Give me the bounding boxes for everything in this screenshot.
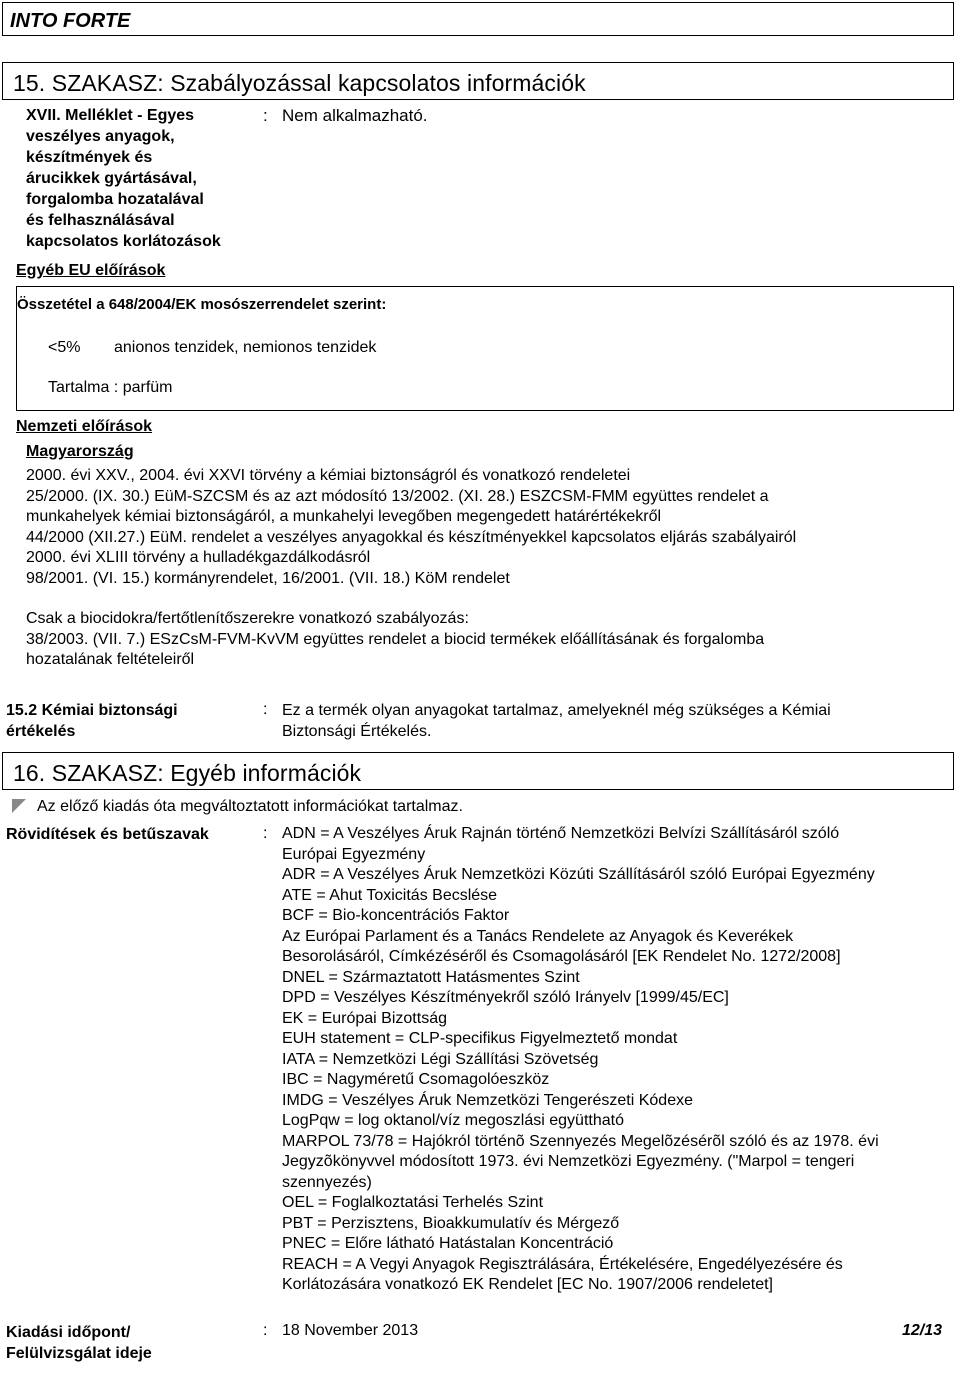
revision-marker-icon [12, 799, 26, 813]
abbreviation-line: DNEL = Származtatott Hatásmentes Szint [282, 968, 580, 986]
regulation-line: 44/2000 (XII.27.) EüM. rendelet a veszélyes anyagokkal és készítményekkel kapcsolatos eljárás szabályairól [26, 528, 797, 546]
csa-label-line: értékelés [6, 723, 76, 740]
product-name: INTO FORTE [10, 10, 131, 32]
biocide-line: Csak a biocidokra/fertőtlenítőszerekre vonatkozó szabályozás: [26, 610, 469, 627]
abbreviations-colon: : [263, 825, 268, 842]
csa-value [282, 701, 831, 742]
abbreviation-line: Az Európai Parlament és a Tanács Rendelete az Anyagok és Keverékek [282, 927, 794, 945]
abbreviation-line: ATE = Ahut Toxicitás Becslése [282, 886, 498, 904]
abbreviation-line: PBT = Perzisztens, Bioakkumulatív és Mérgező [282, 1214, 620, 1232]
page-number: 12/13 [902, 1322, 943, 1339]
abbreviation-line: LogPqw = log oktanol/víz megoszlási együttható [282, 1112, 624, 1129]
national-regulations-label: Nemzeti előírások [16, 418, 153, 435]
detergent-contains: Tartalma : parfüm [48, 379, 173, 396]
footer-date-label [6, 1322, 152, 1364]
detergent-title: Összetétel a 648/2004/EK mosószerrendelet szerint: [17, 296, 387, 313]
biocide-line: hozatalának feltételeiről [26, 651, 195, 668]
abbreviation-line: IMDG = Veszélyes Áruk Nemzetközi Tengerészeti Kódexe [282, 1091, 693, 1109]
regulations-list [26, 466, 796, 589]
footer-colon: : [263, 1322, 268, 1339]
abbreviation-line: ADN = A Veszélyes Áruk Rajnán történő Nemzetközi Belvízi Szállításáról szóló [282, 825, 840, 842]
abbreviation-line: Jegyzõkönyvvel módosított 1973. évi Nemzetközi Egyezmény. ("Marpol = tengeri [282, 1153, 855, 1170]
abbreviation-line: OEL = Foglalkoztatási Terhelés Szint [282, 1194, 544, 1211]
annex-xvii-label-line: árucikkek gyártásával, [26, 170, 197, 187]
annex-xvii-label-line: XVII. Melléklet - Egyes [26, 107, 195, 124]
abbreviation-line: Európai Egyezmény [282, 845, 426, 863]
section-15-title: 15. SZAKASZ: Szabályozással kapcsolatos információk [13, 70, 586, 96]
abbreviation-line: Besorolásáról, Címkézéséről és Csomagolásáról [EK Rendelet No. 1272/2008] [282, 948, 841, 965]
other-eu-regulations-label: Egyéb EU előírások [16, 262, 166, 279]
abbreviation-line: MARPOL 73/78 = Hajókról történõ Szennyezés Megelõzésérõl szóló és az 1978. évi [282, 1132, 879, 1150]
annex-xvii-value: Nem alkalmazható. [282, 106, 428, 125]
abbreviation-line: BCF = Bio-koncentrációs Faktor [282, 907, 510, 924]
annex-xvii-label-line: kapcsolatos korlátozások [26, 233, 221, 250]
document-header [2, 2, 954, 36]
abbreviations-label: Rövidítések és betűszavak [6, 826, 209, 843]
regulation-line: 2000. évi XLIII törvény a hulladékgazdálkodásról [26, 549, 371, 566]
abbreviation-line: IBC = Nagyméretű Csomagolóeszköz [282, 1071, 550, 1088]
abbreviation-line: IATA = Nemzetközi Légi Szállítási Szövetség [282, 1050, 599, 1068]
footer-label-line: Kiadási időpont/ [6, 1324, 131, 1341]
detergent-percent: <5% [48, 339, 81, 356]
section-15-header [2, 62, 954, 100]
regulation-line: 98/2001. (VI. 15.) kormányrendelet, 16/2001. (VII. 18.) KöM rendelet [26, 569, 510, 587]
abbreviation-line: ADR = A Veszélyes Áruk Nemzetközi Közúti Szállításáról szóló Európai Egyezmény [282, 866, 875, 883]
biocide-regulations [26, 609, 764, 671]
detergent-composition-box [16, 286, 954, 411]
abbreviation-line: REACH = A Vegyi Anyagok Regisztrálására, Értékelésére, Engedélyezésére és [282, 1255, 843, 1273]
regulation-line: munkahelyek kémiai biztonságáról, a munkahelyi levegőben megengedett határértékekről [26, 508, 662, 525]
annex-xvii-label-line: készítmények és [26, 149, 153, 166]
regulation-line: 2000. évi XXV., 2004. évi XXVI törvény a kémiai biztonságról és vonatkozó rendeletei [26, 467, 631, 484]
abbreviation-line: szennyezés) [282, 1173, 372, 1191]
abbreviation-line: DPD = Veszélyes Készítményekről szóló Irányelv [1999/45/EC] [282, 989, 729, 1006]
annex-xvii-label [26, 105, 221, 252]
abbreviation-line: EUH statement = CLP-specifikus Figyelmeztető mondat [282, 1030, 678, 1047]
regulation-line: 25/2000. (IX. 30.) EüM-SZCSM és az azt módosító 13/2002. (XI. 28.) ESZCSM-FMM együttes rendelet a [26, 487, 769, 505]
abbreviation-line: PNEC = Előre látható Hatástalan Koncentráció [282, 1235, 614, 1252]
csa-value-line: Ez a termék olyan anyagokat tartalmaz, amelyeknél még szükséges a Kémiai [282, 702, 831, 719]
annex-xvii-colon: : [263, 106, 268, 125]
abbreviation-line: EK = Európai Bizottság [282, 1009, 447, 1027]
footer-label-line: Felülvizsgálat ideje [6, 1345, 152, 1362]
csa-label-line: 15.2 Kémiai biztonsági [6, 702, 178, 719]
csa-value-line: Biztonsági Értékelés. [282, 722, 432, 740]
section-16-header [2, 752, 954, 790]
annex-xvii-label-line: veszélyes anyagok, [26, 128, 175, 145]
abbreviations-list [282, 824, 879, 1296]
abbreviation-line: Korlátozására vonatkozó EK Rendelet [EC No. 1907/2006 rendeletet] [282, 1276, 773, 1293]
biocide-line: 38/2003. (VII. 7.) ESzCsM-FVM-KvVM együttes rendelet a biocid termékek előállításának és forgalomba [26, 630, 765, 648]
section-16-title: 16. SZAKASZ: Egyéb információk [13, 760, 362, 786]
footer-date: 18 November 2013 [282, 1322, 419, 1339]
annex-xvii-label-line: és felhasználásával [26, 212, 175, 229]
detergent-ingredients: anionos tenzidek, nemionos tenzidek [114, 339, 377, 356]
annex-xvii-label-line: forgalomba hozatalával [26, 191, 204, 208]
chemical-safety-assessment-label [6, 700, 178, 742]
hungary-label: Magyarország [26, 443, 134, 460]
csa-colon: : [263, 701, 268, 718]
revision-note: Az előző kiadás óta megváltoztatott információkat tartalmaz. [37, 798, 463, 815]
